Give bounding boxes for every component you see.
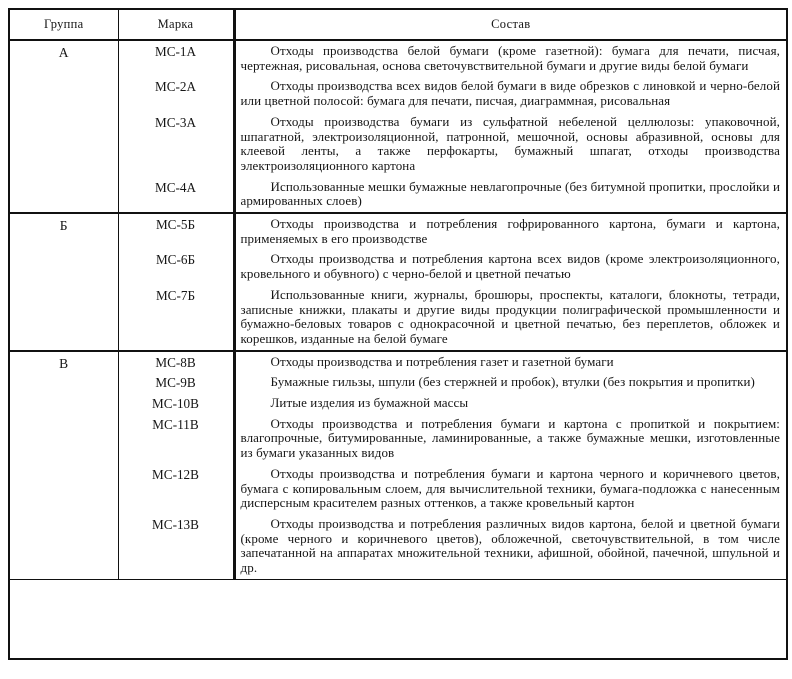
composition-cell xyxy=(234,372,787,393)
table-row xyxy=(9,351,787,373)
header-mark: Марка xyxy=(118,9,234,40)
mark-cell: МС-6Б xyxy=(118,249,234,284)
table-row xyxy=(9,40,787,76)
table-row xyxy=(9,249,787,284)
classification-table xyxy=(8,8,788,660)
mark-cell: МС-9В xyxy=(118,372,234,393)
composition-text: Отходы производства и потребления картона всех видов (кроме электроизоляционного, кровельного и обувного) с черно-белой и цветной печатью xyxy=(240,251,780,282)
mark-cell: МС-7Б xyxy=(118,285,234,351)
table-row xyxy=(9,372,787,393)
header-composition: Состав xyxy=(234,9,787,40)
composition-text: Отходы производства и потребления газет и газетной бумаги xyxy=(270,353,614,369)
table-row xyxy=(9,177,787,213)
table-row xyxy=(9,112,787,177)
composition-text: Отходы производства белой бумаги (кроме газетной): бумага для печати, писчая, чертежная, рисовальная, основа светочувствительной бумаги и другие виды белой бумаги xyxy=(240,43,780,73)
table-row xyxy=(9,393,787,414)
composition-cell xyxy=(234,393,787,414)
group-section-2 xyxy=(9,213,787,351)
composition-cell xyxy=(234,464,787,514)
continuation-row xyxy=(9,579,787,659)
composition-cell xyxy=(234,514,787,579)
mark-cell: МС-4А xyxy=(118,177,234,213)
composition-text: Отходы производства и потребления различных видов картона, белой и цветной бумаги (кроме черного и коричневого цветов), обложечной, светочувствительной, в том числе запечатанной на аппаратах множительной техники, афишной, обойной, пачечной, шпульной и др. xyxy=(240,515,780,576)
mark-cell: МС-10В xyxy=(118,393,234,414)
composition-cell xyxy=(234,213,787,249)
composition-cell xyxy=(234,177,787,213)
table-row xyxy=(9,514,787,579)
table-row xyxy=(9,76,787,111)
group-section-3 xyxy=(9,351,787,580)
composition-text: Отходы производства и потребления гофрированного картона, бумаги и картона, применяемых в его производстве xyxy=(240,216,780,246)
mark-cell: МС-12В xyxy=(118,464,234,514)
composition-text: Литые изделия из бумажной массы xyxy=(270,395,469,411)
table-row xyxy=(9,464,787,514)
header-row xyxy=(9,9,787,40)
composition-cell xyxy=(234,285,787,351)
mark-cell: МС-5Б xyxy=(118,213,234,249)
composition-text: Использованные книги, журналы, брошюры, проспекты, каталоги, блокноты, тетради, записные книжки, плакаты и другие виды продукции полиграфической промышленности и бумажно-беловых товаров с однокрасочной и цветной печатью, без переплетов, обложек и корешков, изданные на белой бумаге xyxy=(240,286,780,346)
continuation-cell xyxy=(9,579,787,659)
mark-cell: МС-2А xyxy=(118,76,234,111)
composition-cell xyxy=(234,414,787,464)
table-header xyxy=(9,9,787,40)
header-group: Группа xyxy=(9,9,118,40)
composition-text: Бумажные гильзы, шпули (без стержней и пробок), втулки (без покрытия и пропитки) xyxy=(270,374,755,390)
group-letter: В xyxy=(9,351,118,580)
table-row xyxy=(9,285,787,351)
mark-cell: МС-11В xyxy=(118,414,234,464)
group-letter: А xyxy=(9,40,118,213)
composition-cell xyxy=(234,351,787,373)
composition-text: Отходы производства всех видов белой бумаги в виде обрезков с линовкой и черно-белой или цветной полосой: бумага для печати, писчая, диаграммная, рисовальная xyxy=(240,78,780,109)
composition-text: Отходы производства и потребления бумаги и картона черного и коричневого цветов, бумага с копировальным слоем, для вычислительной техники, бумага-подложка с нанесенным дисперсным красителем разных оттенков, а также кровельный картон xyxy=(240,465,780,511)
mark-cell: МС-3А xyxy=(118,112,234,177)
composition-cell xyxy=(234,76,787,111)
mark-cell: МС-8В xyxy=(118,351,234,373)
table-continuation xyxy=(9,579,787,659)
composition-cell xyxy=(234,112,787,177)
group-letter: Б xyxy=(9,213,118,351)
mark-cell: МС-13В xyxy=(118,514,234,579)
composition-cell xyxy=(234,40,787,76)
composition-cell xyxy=(234,249,787,284)
mark-cell: МС-1А xyxy=(118,40,234,76)
composition-text: Отходы производства бумаги из сульфатной небеленой целлюлозы: упаковочной, шпагатной, электроизоляционной, патронной, мешочной, основы абразивной, основы для клеевой ленты, а также перфокарты, бумажный шпагат, отходы производства электроизоляционного картона xyxy=(240,113,780,173)
composition-text: Отходы производства и потребления бумаги и картона с пропиткой и покрытием: влагопрочные, битумированные, ламинированные, а также бумажные мешки, изготовленные из бумаги указанных видов xyxy=(240,415,780,461)
group-section-1 xyxy=(9,40,787,213)
composition-text: Использованные мешки бумажные невлагопрочные (без битумной пропитки, прослойки и армированных слоев) xyxy=(240,178,780,209)
table-row xyxy=(9,414,787,464)
table-row xyxy=(9,213,787,249)
